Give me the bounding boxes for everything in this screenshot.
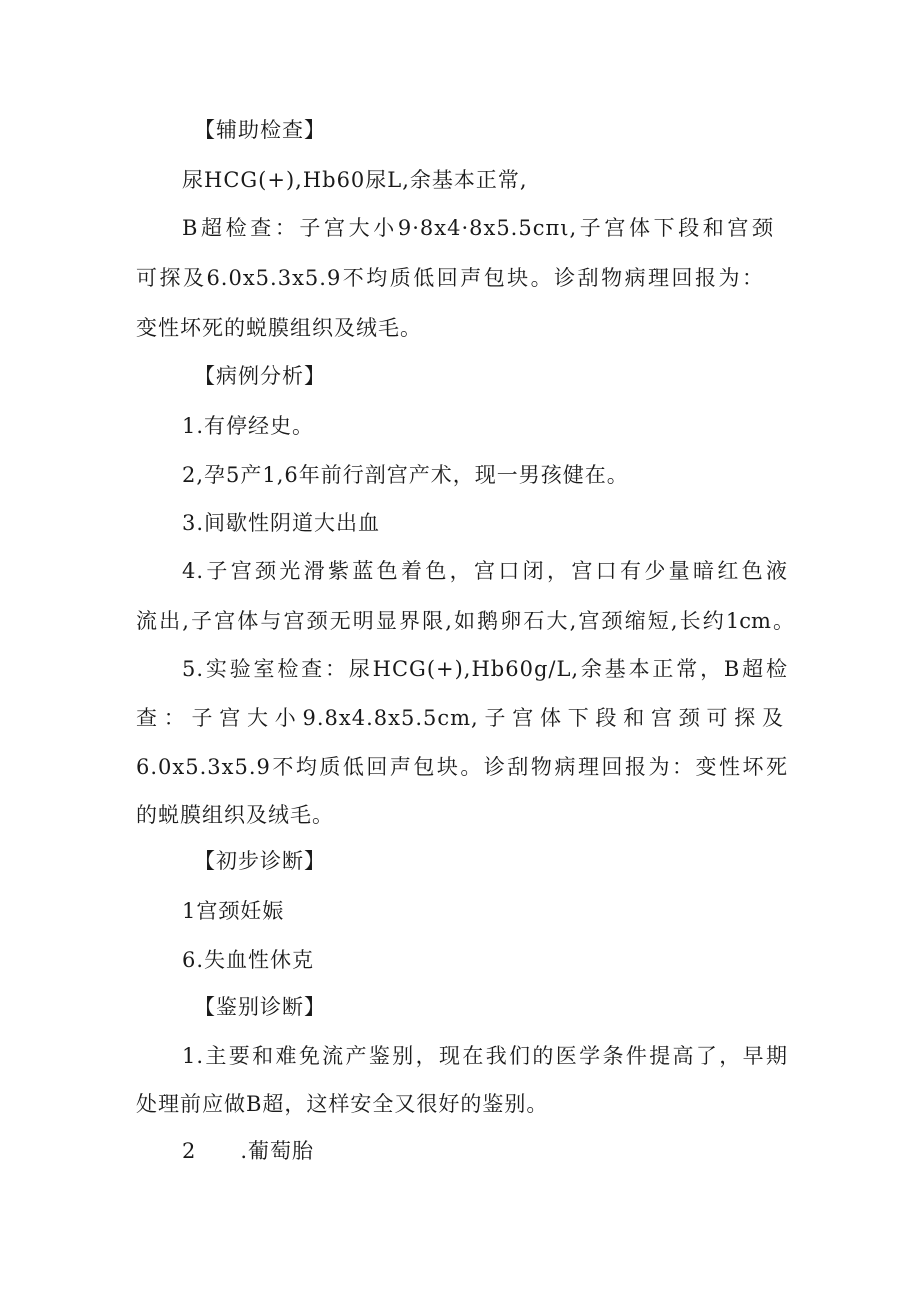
section-heading: 【辅助检查】 <box>194 118 326 142</box>
paragraph-line: 2,孕5产1,6年前行剖宫产术，现一男孩健在。 <box>182 463 629 487</box>
paragraph-line: 尿HCG(+),Hb60尿L,余基本正常, <box>182 168 528 192</box>
paragraph-line: 查：子宫大小9.8x4.8x5.5cm,子宫体下段和宫颈可探及 <box>136 706 784 730</box>
section-heading: 【病例分析】 <box>194 364 326 388</box>
paragraph-line: 5.实验室检查：尿HCG(+),Hb60g/L,余基本正常，B超检 <box>182 657 788 681</box>
paragraph-line: 3.间歇性阴道大出血 <box>182 511 381 535</box>
section-heading: 【鉴别诊断】 <box>194 995 326 1019</box>
paragraph-line: 处理前应做B超，这样安全又很好的鉴别。 <box>136 1092 549 1116</box>
paragraph-line: 可探及6.0x5.3x5.9不均质低回声包块。诊刮物病理回报为： <box>136 266 764 290</box>
paragraph-line: 2 .葡萄胎 <box>182 1139 315 1163</box>
paragraph-line: 的蜕膜组织及绒毛。 <box>136 803 334 827</box>
paragraph-line: 1宫颈妊娠 <box>182 899 285 923</box>
paragraph-line: 6.失血性休克 <box>182 948 315 972</box>
paragraph-line: 6.0x5.3x5.9不均质低回声包块。诊刮物病理回报为：变性坏死 <box>136 755 788 779</box>
paragraph-line: B超检查：子宫大小9·8x4·8x5.5cπι,子宫体下段和宫颈 <box>182 216 774 240</box>
paragraph-line: 1.有停经史。 <box>182 414 315 438</box>
paragraph-line: 流出,子宫体与宫颈无明显界限,如鹅卵石大,宫颈缩短,长约1cm。 <box>136 609 794 633</box>
section-heading: 【初步诊断】 <box>194 849 326 873</box>
paragraph-line: 变性坏死的蜕膜组织及绒毛。 <box>136 316 422 340</box>
paragraph-line: 4.子宫颈光滑紫蓝色着色，宫口闭，宫口有少量暗红色液 <box>182 559 788 583</box>
paragraph-line: 1.主要和难免流产鉴别，现在我们的医学条件提高了，早期 <box>182 1044 788 1068</box>
